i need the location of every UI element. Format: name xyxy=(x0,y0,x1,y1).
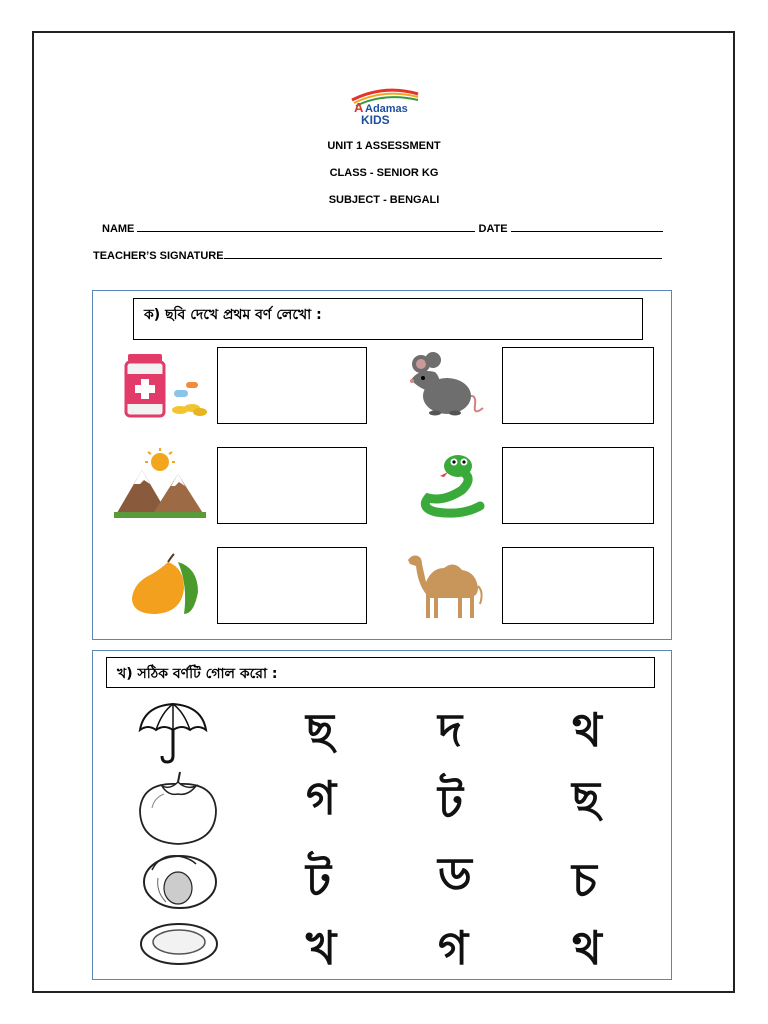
answer-box-mountain[interactable] xyxy=(217,447,367,524)
svg-text:A: A xyxy=(354,100,364,115)
date-field[interactable] xyxy=(511,221,663,232)
umbrella-icon xyxy=(136,700,210,766)
medicine-icon xyxy=(120,352,210,422)
letter-option-4-1[interactable]: খ xyxy=(306,921,337,975)
date-label: DATE xyxy=(478,223,508,235)
page-title: UNIT 1 ASSESSMENT xyxy=(327,140,441,152)
tomato-icon xyxy=(136,768,220,846)
subject-line: SUBJECT - BENGALI xyxy=(328,194,440,206)
name-label: NAME xyxy=(102,223,135,235)
letter-option-2-2[interactable]: ট xyxy=(438,775,464,829)
answer-box-snake[interactable] xyxy=(502,447,654,524)
class-line: CLASS - SENIOR KG xyxy=(329,167,439,179)
answer-box-mango[interactable] xyxy=(217,547,367,624)
letter-option-3-1[interactable]: ট xyxy=(306,853,332,907)
camel-icon xyxy=(404,548,486,620)
letter-option-2-3[interactable]: ছ xyxy=(572,771,600,825)
coconut-icon xyxy=(138,848,222,912)
logo-text-bottom: KIDS xyxy=(361,113,390,127)
answer-box-medicine[interactable] xyxy=(217,347,367,424)
signature-label: TEACHER’S SIGNATURE xyxy=(93,250,224,262)
letter-option-1-2[interactable]: দ xyxy=(438,703,463,757)
adamas-kids-logo xyxy=(348,86,422,128)
name-field[interactable] xyxy=(137,221,475,232)
answer-box-camel[interactable] xyxy=(502,547,654,624)
answer-box-mouse[interactable] xyxy=(502,347,654,424)
logo-text-top: Adamas xyxy=(365,103,408,115)
mouse-icon xyxy=(407,350,487,420)
mango-icon xyxy=(128,552,204,618)
mountain-icon xyxy=(112,448,208,520)
letter-option-1-1[interactable]: ছ xyxy=(306,703,334,757)
plate-icon xyxy=(138,918,220,968)
letter-option-4-2[interactable]: গ xyxy=(438,921,469,975)
letter-option-3-3[interactable]: চ xyxy=(572,853,597,907)
letter-option-1-3[interactable]: থ xyxy=(572,703,602,757)
question-1: ক) ছবি দেখে প্রথম বর্ণ লেখো : xyxy=(133,298,643,340)
signature-field[interactable] xyxy=(224,248,662,259)
letter-option-2-1[interactable]: গ xyxy=(306,771,337,825)
signature-row xyxy=(93,248,662,262)
letter-option-3-2[interactable]: ড xyxy=(438,847,472,901)
name-date-row xyxy=(102,221,663,235)
question-2: খ) সঠিক বর্ণটি গোল করো : xyxy=(106,657,655,688)
letter-option-4-3[interactable]: থ xyxy=(572,921,602,975)
snake-icon xyxy=(418,452,486,518)
